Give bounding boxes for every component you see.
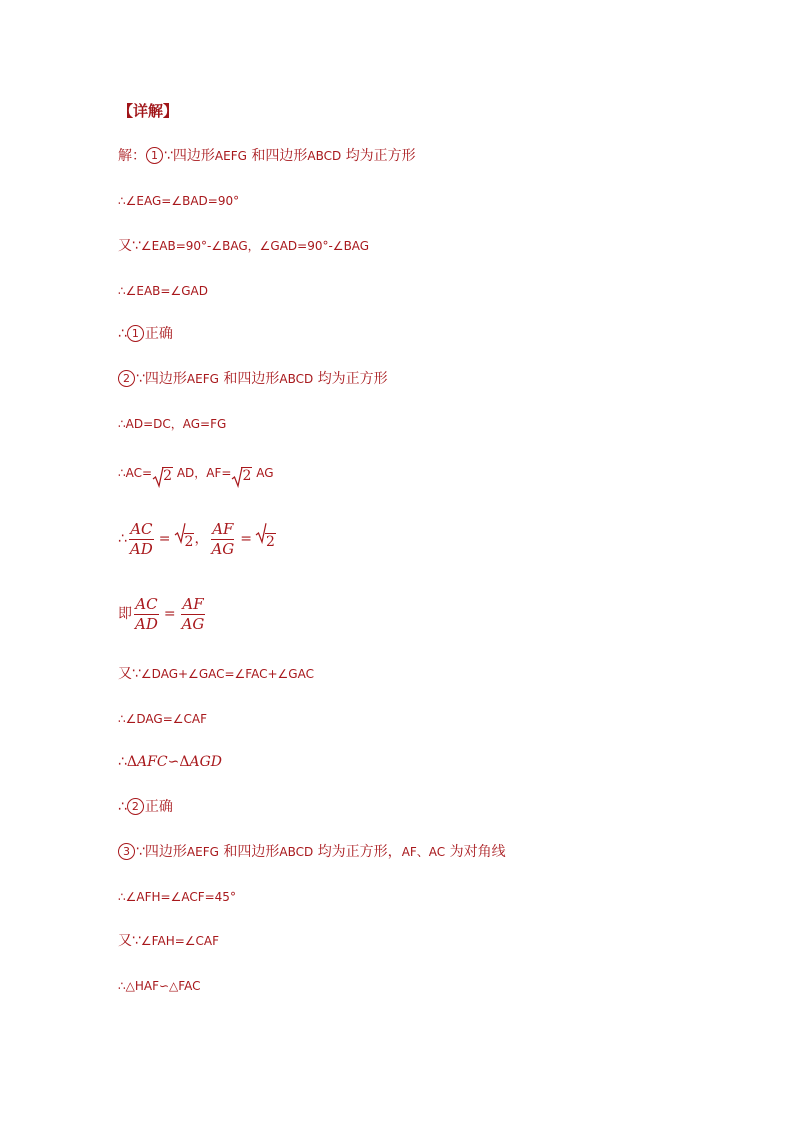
similar-symbol: ∽ <box>167 754 180 770</box>
text-segment: 均为正方形， <box>317 844 402 860</box>
solution-line-17 <box>118 931 219 951</box>
text-segment: 四边形 <box>172 148 215 164</box>
numerator: AF <box>182 594 204 613</box>
text-segment: ∴ <box>118 799 127 815</box>
text-segment: ABCD <box>279 372 314 386</box>
text-segment: 又∵ <box>118 238 141 254</box>
fraction <box>129 520 154 559</box>
text-segment: 正确 <box>144 326 173 342</box>
solution-line-10 <box>118 594 207 634</box>
circled-number-3: 3 <box>118 843 135 860</box>
similarity-statement <box>127 754 222 770</box>
equals-sign: = <box>240 531 252 547</box>
text-segment: AEFG <box>214 149 247 163</box>
denominator: AD <box>135 614 158 633</box>
numerator: AF <box>212 519 234 538</box>
solution-line-7: ∴AD=DC，AG=FG <box>118 417 227 431</box>
solution-line-12: ∴∠DAG=∠CAF <box>118 712 208 726</box>
text-segment: ABCD <box>279 845 314 859</box>
solution-line-2: ∴∠EAG=∠BAD=90° <box>118 194 240 208</box>
denominator: AD <box>129 539 153 558</box>
text-segment: ∴ <box>118 531 127 547</box>
solution-line-13 <box>118 752 222 772</box>
text-segment: AG <box>256 466 274 480</box>
text-segment: ∴ <box>118 326 127 342</box>
circled-number-2: 2 <box>118 370 135 387</box>
triangle-symbol: Δ <box>179 754 190 770</box>
solution-prefix: 解： <box>118 148 146 164</box>
sqrt-expression <box>231 466 252 488</box>
text-segment: 和四边形 <box>223 844 280 860</box>
solution-line-11 <box>118 664 314 684</box>
text-segment: 正确 <box>144 799 173 815</box>
solution-line-18: ∴△HAF∽△FAC <box>118 979 201 993</box>
text-segment: ， <box>194 531 209 547</box>
triangle-name: AFC <box>137 754 168 770</box>
denominator: AG <box>181 614 205 633</box>
sqrt-expression <box>152 466 173 488</box>
equals-sign: = <box>163 606 176 622</box>
text-segment: 四边形 <box>144 844 187 860</box>
solution-line-1 <box>118 146 416 166</box>
solution-line-8 <box>118 463 274 488</box>
text-segment: AEFG <box>186 372 219 386</box>
fraction <box>210 520 235 559</box>
circled-number-2: 2 <box>127 798 144 815</box>
triangle-name: AGD <box>189 754 222 770</box>
because-symbol: ∵ <box>136 844 145 860</box>
sqrt-expression <box>255 522 276 550</box>
numerator: AC <box>130 519 153 538</box>
because-symbol: ∵ <box>164 148 173 164</box>
circled-number-1: 1 <box>146 147 163 164</box>
text-segment: ∠EAB=90°-∠BAG，∠GAD=90°-∠BAG <box>140 239 370 253</box>
text-segment: 又∵ <box>118 933 141 949</box>
text-segment: AEFG <box>186 845 219 859</box>
text-segment: AD，AF= <box>176 466 232 480</box>
text-segment: ∴AC= <box>118 466 153 480</box>
radicand: 2 <box>266 534 275 550</box>
solution-line-9 <box>118 519 276 559</box>
text-segment: ∠FAH=∠CAF <box>140 934 220 948</box>
solution-line-6 <box>118 369 388 389</box>
solution-line-15 <box>118 842 506 862</box>
numerator: AC <box>135 594 158 613</box>
radicand: 2 <box>163 468 172 484</box>
text-segment: 均为正方形 <box>317 371 388 387</box>
text-segment: 为对角线 <box>449 844 506 860</box>
sqrt-expression <box>174 522 195 550</box>
fraction <box>181 595 206 634</box>
text-segment: 即 <box>118 606 132 622</box>
text-segment: 和四边形 <box>223 371 280 387</box>
circled-number-1: 1 <box>127 325 144 342</box>
solution-line-16: ∴∠AFH=∠ACF=45° <box>118 890 236 904</box>
text-segment: 和四边形 <box>251 148 308 164</box>
text-segment: 四边形 <box>144 371 187 387</box>
text-segment: ABCD <box>307 149 342 163</box>
text-segment: 又∵ <box>118 666 141 682</box>
solution-line-4: ∴∠EAB=∠GAD <box>118 284 208 298</box>
because-symbol: ∵ <box>136 371 145 387</box>
radicand: 2 <box>242 468 252 484</box>
text-segment: ∠DAG+∠GAC=∠FAC+∠GAC <box>140 667 314 681</box>
radicand: 2 <box>184 534 194 550</box>
denominator: AG <box>211 539 235 558</box>
text-segment: AF、AC <box>401 845 446 859</box>
section-heading: 【详解】 <box>118 102 179 120</box>
equals-sign: = <box>158 531 171 547</box>
solution-line-3 <box>118 236 369 256</box>
solution-line-5 <box>118 324 173 344</box>
triangle-symbol: Δ <box>126 754 138 770</box>
solution-line-14 <box>118 797 173 817</box>
fraction <box>134 595 159 634</box>
text-segment: 均为正方形 <box>345 148 416 164</box>
text-segment: ∴ <box>118 754 127 770</box>
